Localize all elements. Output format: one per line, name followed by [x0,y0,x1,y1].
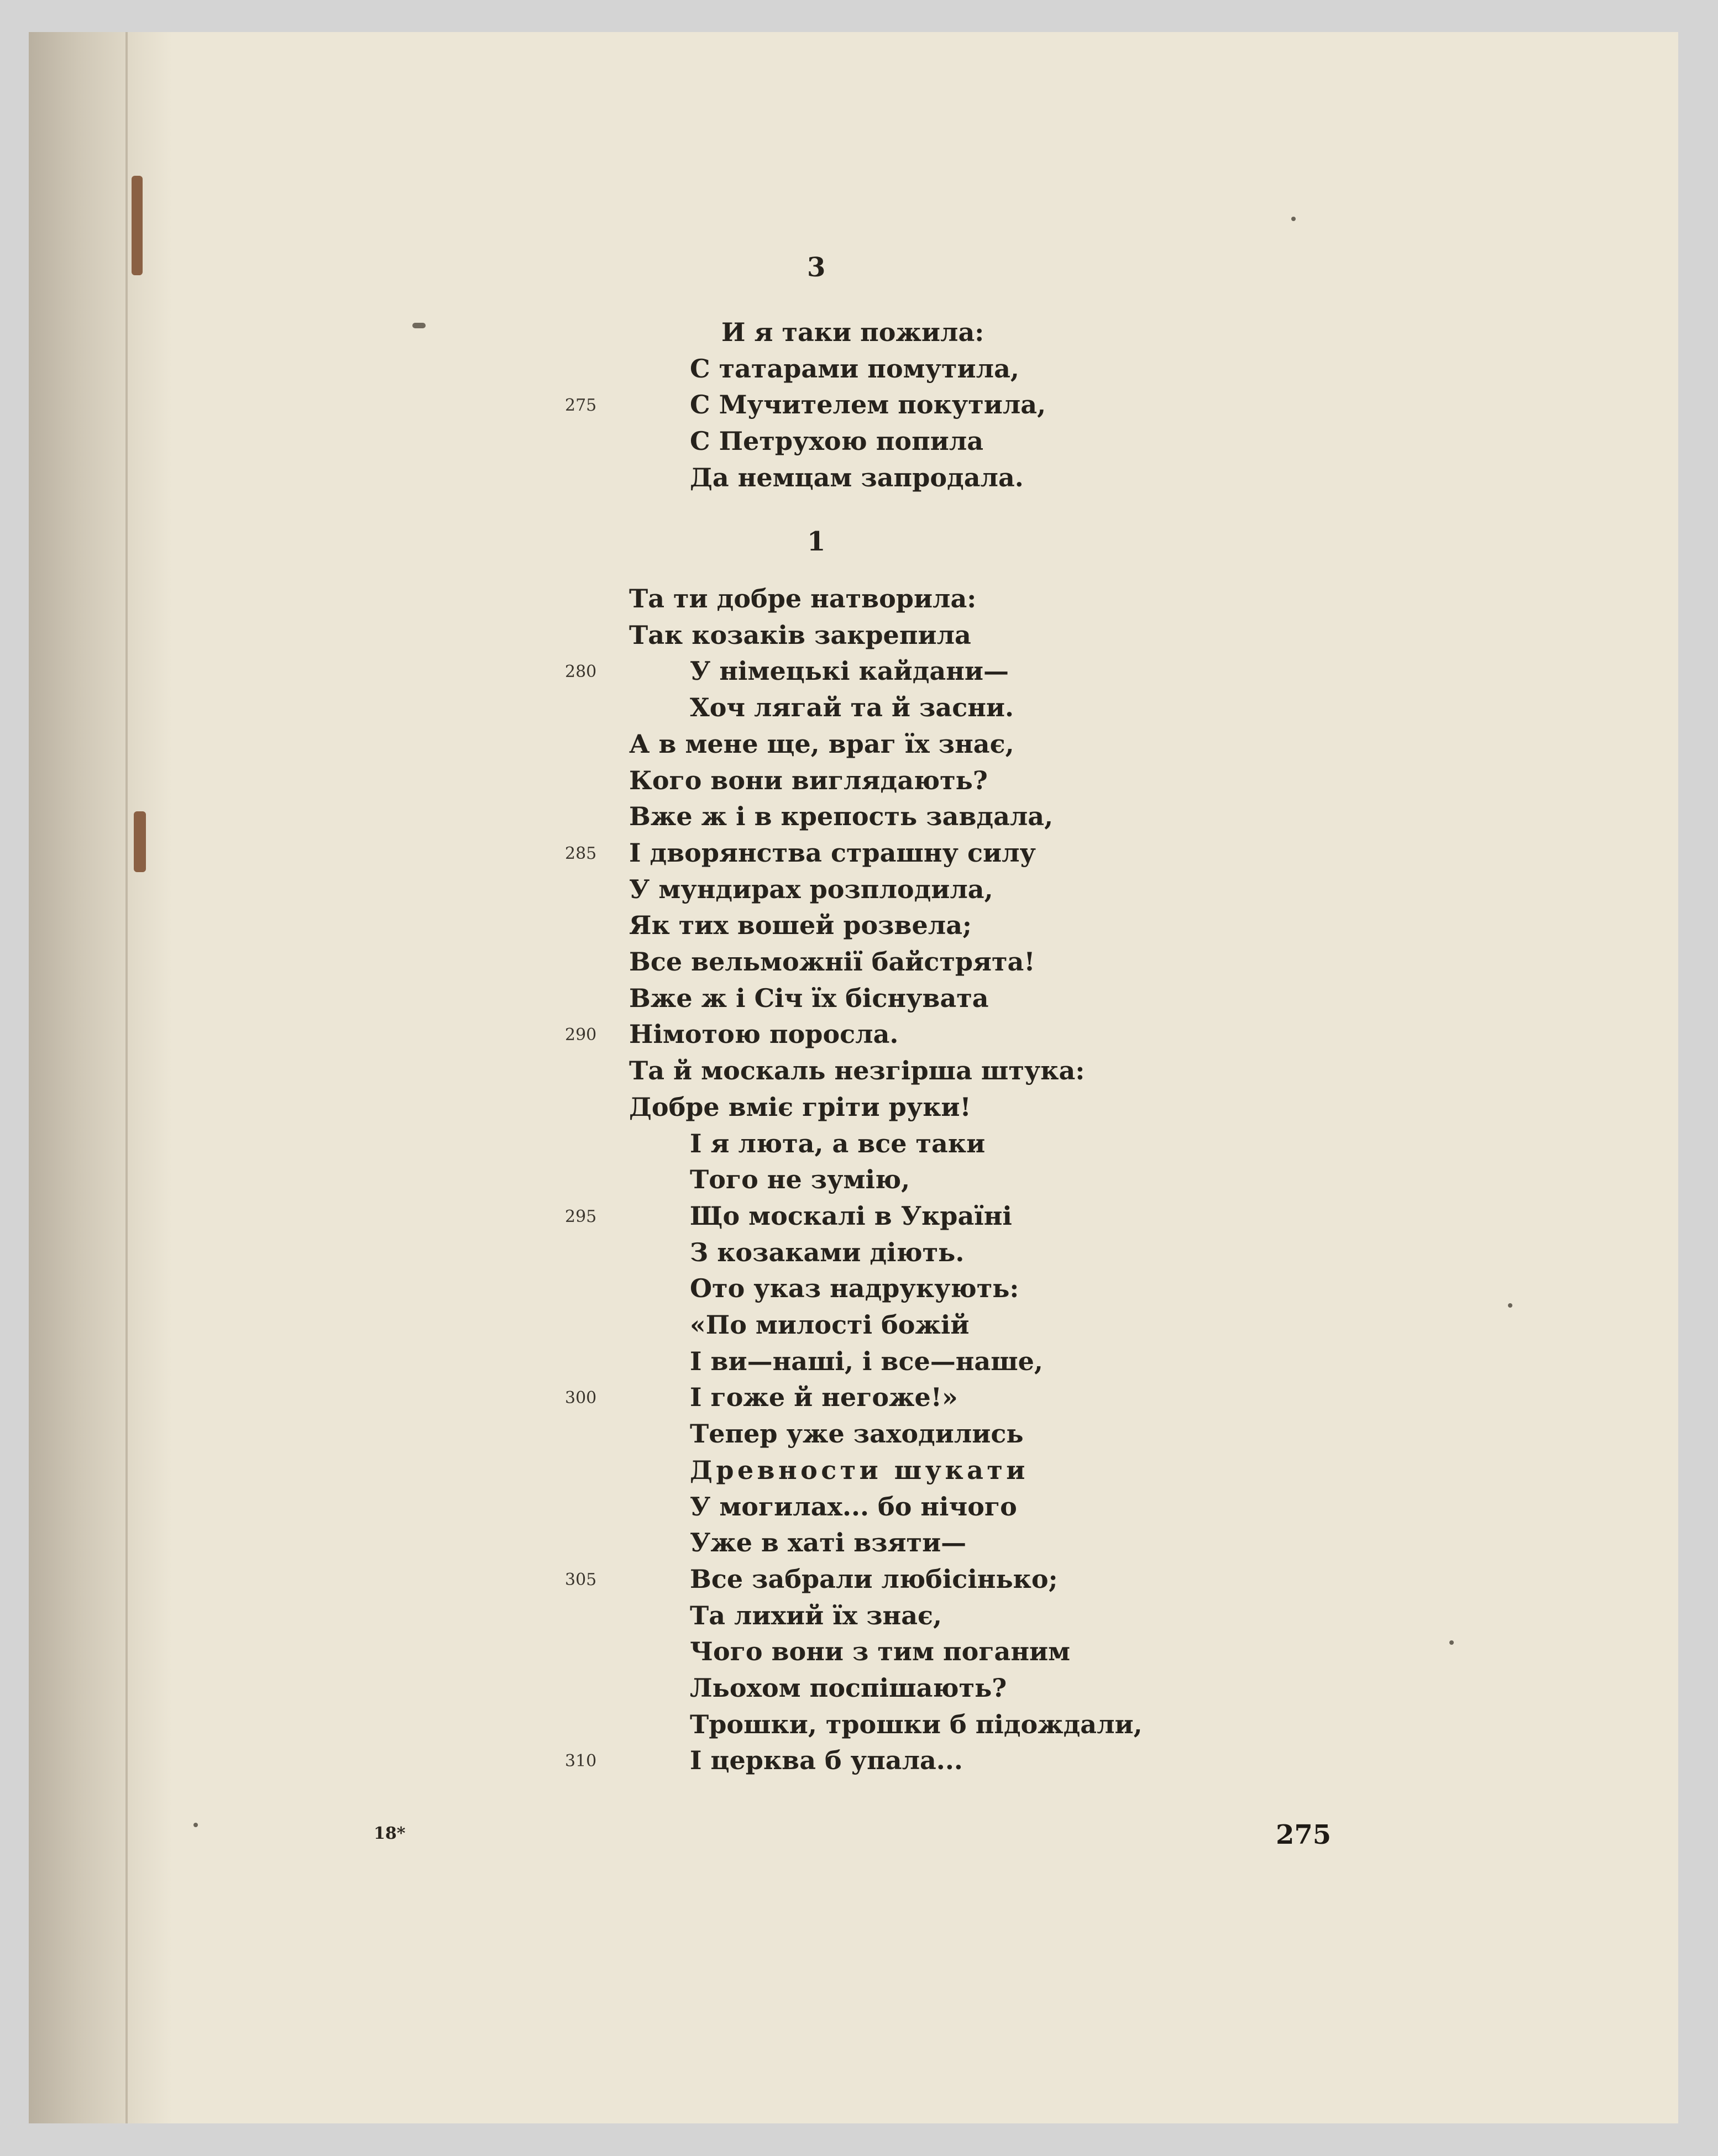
ink-speck [193,1823,198,1827]
verse-line: Да немцам запродала. [690,462,1024,492]
verse-line: Ото указ надрукують: [690,1273,1019,1304]
verse-line: И я таки пожила: [721,317,984,347]
verse-line: Та лихий їх знає, [690,1600,942,1630]
verse-line: З козаками діють. [690,1237,965,1267]
signature-mark: 18* [374,1824,406,1843]
line-number: 280 [565,662,597,682]
stain-mark [134,811,146,872]
verse-line: І я люта, а все таки [690,1128,986,1158]
ink-speck [1449,1640,1454,1645]
verse-line: Все забрали любісінько; [690,1564,1058,1594]
line-number: 305 [565,1570,597,1590]
verse-line: Що москалі в Україні [690,1200,1012,1231]
ink-speck [1508,1303,1512,1308]
page-gutter [29,32,172,2123]
line-number: 300 [565,1388,597,1408]
verse-line: У могилах... бо нічого [690,1491,1017,1522]
verse-line: Німотою поросла. [629,1019,899,1050]
verse-line: Вже ж і Січ їх біснувата [629,983,989,1013]
line-number: 285 [565,843,597,863]
line-number: 290 [565,1025,597,1045]
verse-line: Вже ж і в крепость завдала, [629,801,1054,832]
book-page [29,32,1678,2123]
verse-line: Уже в хаті взяти— [690,1528,967,1558]
verse-line: Як тих вошей розвела; [629,910,972,941]
verse-line: Кого вони виглядають? [629,765,988,795]
verse-line: А в мене ще, враг їх знає, [629,728,1014,759]
stain-mark [132,176,143,275]
section-heading: 3 [807,252,826,283]
verse-line: Так козаків закрепила [629,620,971,650]
verse-line: Чого вони з тим поганим [690,1636,1071,1667]
verse-line: Льохом поспішають? [690,1673,1007,1703]
verse-line: С Петрухою попила [690,426,984,457]
verse-line: Тепер уже заходились [690,1419,1024,1449]
verse-line: І ви—наші, і все—наше, [690,1346,1043,1376]
verse-line: «По милості божій [690,1310,970,1340]
verse-line: Добре вміє гріти руки! [629,1092,971,1122]
line-number: 310 [565,1751,597,1771]
verse-line: С Мучителем покутила, [690,390,1046,420]
verse-line: І гоже й негоже!» [690,1382,958,1413]
verse-line: І церква б упала... [690,1745,963,1776]
verse-line: Хоч лягай та й засни. [690,693,1014,723]
verse-line: Та й москаль незгірша штука: [629,1056,1085,1086]
line-number: 295 [565,1206,597,1226]
verse-line: У німецькі кайдани— [690,656,1009,686]
stain-mark [412,323,426,328]
binding-edge [125,32,128,2123]
verse-line: Древности шукати [690,1455,1029,1485]
verse-line: Та ти добре натворила: [629,584,977,613]
verse-line: Того не зумію, [690,1164,910,1195]
verse-line: С татарами помутила, [690,353,1019,384]
section-heading: 1 [807,526,826,557]
verse-line: Трошки, трошки б підождали, [690,1709,1143,1739]
page-number: 275 [1276,1819,1332,1850]
ink-speck [1291,217,1296,221]
line-number: 275 [565,396,597,416]
verse-line: У мундирах розплодила, [629,874,993,904]
verse-line: І дворянства страшну силу [629,837,1036,868]
verse-line: Все вельможнії байстрята! [629,947,1035,977]
